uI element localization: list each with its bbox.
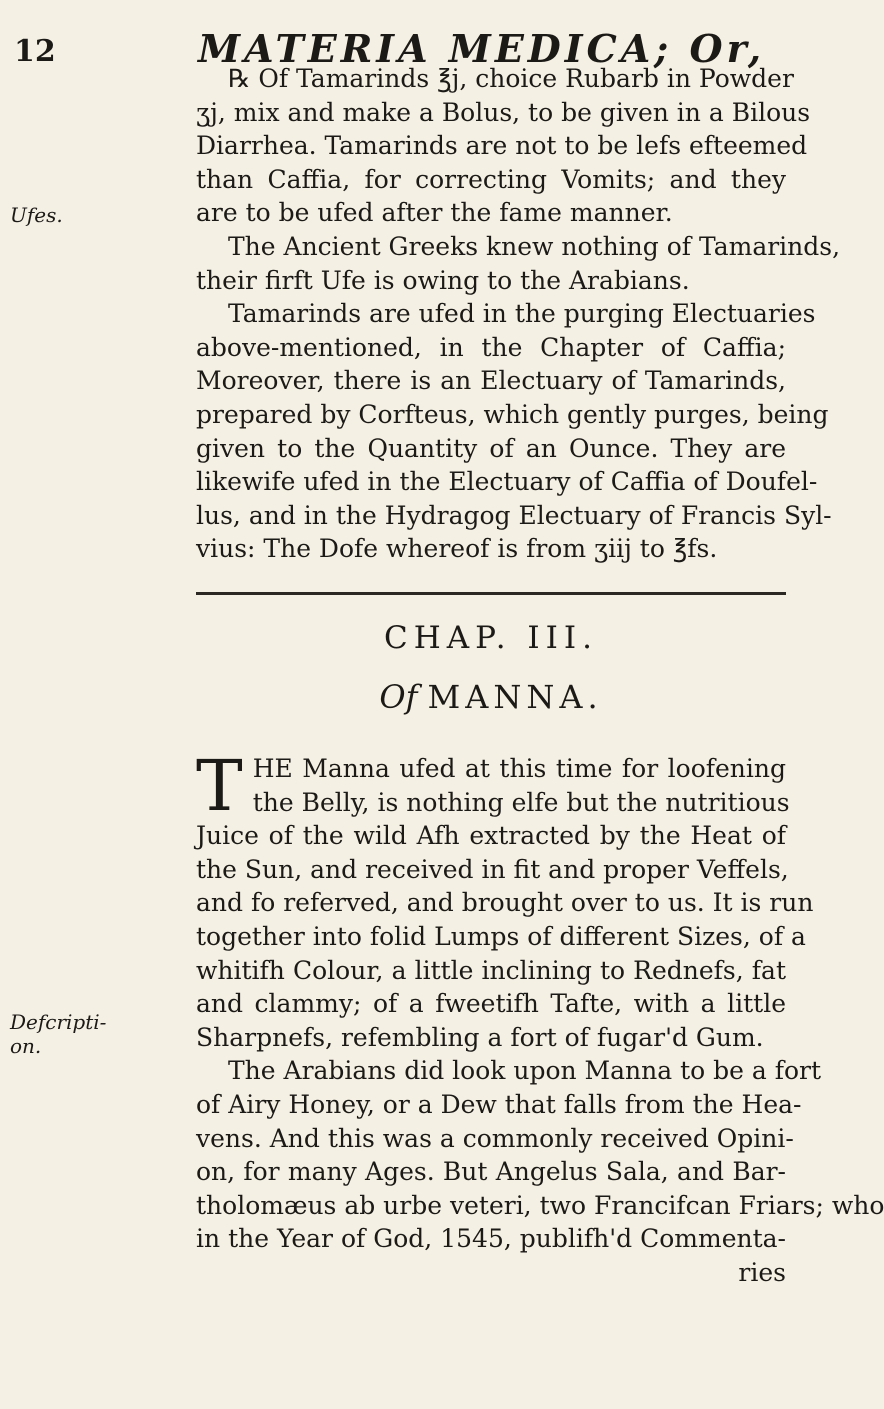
section-rule bbox=[196, 592, 786, 595]
text-line: than Caffia, for correcting Vomits; and they bbox=[196, 164, 786, 194]
catchword: ries bbox=[738, 1257, 786, 1287]
text-line: ℞ Of Tamarinds ℥j, choice Rubarb in Powder bbox=[228, 64, 794, 93]
text-line: prepared by Corfteus, which gently purges, being bbox=[196, 399, 829, 429]
text-line: the Belly, is nothing elfe but the nutritious bbox=[252, 787, 790, 817]
text-line: given to the Quantity of an Ounce. They are bbox=[196, 433, 786, 463]
text-line: Moreover, there is an Electuary of Tamarinds, bbox=[196, 366, 786, 396]
margin-note-description-line1: Defcripti- bbox=[10, 1010, 107, 1034]
text-line: Juice of the wild Afh extracted by the Heat of bbox=[196, 821, 786, 851]
text-line: HE Manna ufed at this time for loofening bbox=[252, 754, 786, 783]
text-line: above-mentioned, in the Chapter of Caffia; bbox=[196, 332, 786, 362]
page-number: 12 bbox=[14, 34, 56, 69]
text-line: the Sun, and received in fit and proper Veffels, bbox=[196, 854, 789, 884]
text-line: vens. And this was a commonly received Opini- bbox=[196, 1123, 794, 1153]
opening-paragraph bbox=[196, 745, 790, 827]
running-title: MATERIA MEDICA; Or, bbox=[198, 26, 766, 71]
text-line: The Ancient Greeks knew nothing of Tamarinds, bbox=[228, 231, 841, 261]
text-line: whitifh Colour, a little inclining to Rednefs, fat bbox=[196, 955, 786, 985]
chapter-title-of: Of bbox=[379, 678, 418, 716]
chapter-heading: CHAP. III. bbox=[383, 620, 599, 656]
text-line: their firft Ufe is owing to the Arabians. bbox=[196, 265, 690, 295]
text-line: ʒj, mix and make a Bolus, to be given in a Bilous bbox=[196, 97, 811, 127]
text-line: in the Year of God, 1545, publifh'd Commenta- bbox=[196, 1224, 786, 1254]
text-line: likewife ufed in the Electuary of Caffia of Doufel- bbox=[196, 467, 818, 497]
text-line: of Airy Honey, or a Dew that falls from the Hea- bbox=[196, 1089, 802, 1119]
text-line: Diarrhea. Tamarinds are not to be lefs efteemed bbox=[196, 131, 808, 161]
text-line: Tamarinds are ufed in the purging Electuaries bbox=[228, 299, 816, 329]
text-line: are to be ufed after the fame manner. bbox=[196, 198, 673, 228]
chapter-title bbox=[196, 678, 786, 716]
text-line: and clammy; of a fweetifh Tafte, with a little bbox=[196, 989, 786, 1019]
text-line: vius: The Dofe whereof is from ʒiij to ℥fs. bbox=[196, 534, 718, 564]
text-line: The Arabians did look upon Manna to be a fort bbox=[228, 1056, 822, 1086]
text-line: Sharpnefs, refembling a fort of fugar'd Gum. bbox=[196, 1022, 764, 1052]
margin-note-description-line2: on. bbox=[10, 1034, 42, 1058]
drop-cap: T bbox=[196, 745, 243, 827]
margin-note-description bbox=[10, 1010, 106, 1058]
text-line: together into folid Lumps of different Sizes, of a bbox=[196, 921, 806, 951]
text-block-upper bbox=[196, 62, 841, 566]
text-line: lus, and in the Hydragog Electuary of Francis Syl- bbox=[196, 500, 832, 530]
chapter-title-word: MANNA. bbox=[427, 678, 603, 716]
margin-note-uses: Ufes. bbox=[10, 203, 63, 227]
text-line: on, for many Ages. But Angelus Sala, and Bar- bbox=[196, 1157, 786, 1187]
text-line: tholomæus ab urbe veteri, two Francifcan Friars; who bbox=[196, 1190, 884, 1220]
text-line: and fo referved, and brought over to us. It is run bbox=[196, 888, 814, 918]
text-block-lower bbox=[196, 745, 884, 1290]
